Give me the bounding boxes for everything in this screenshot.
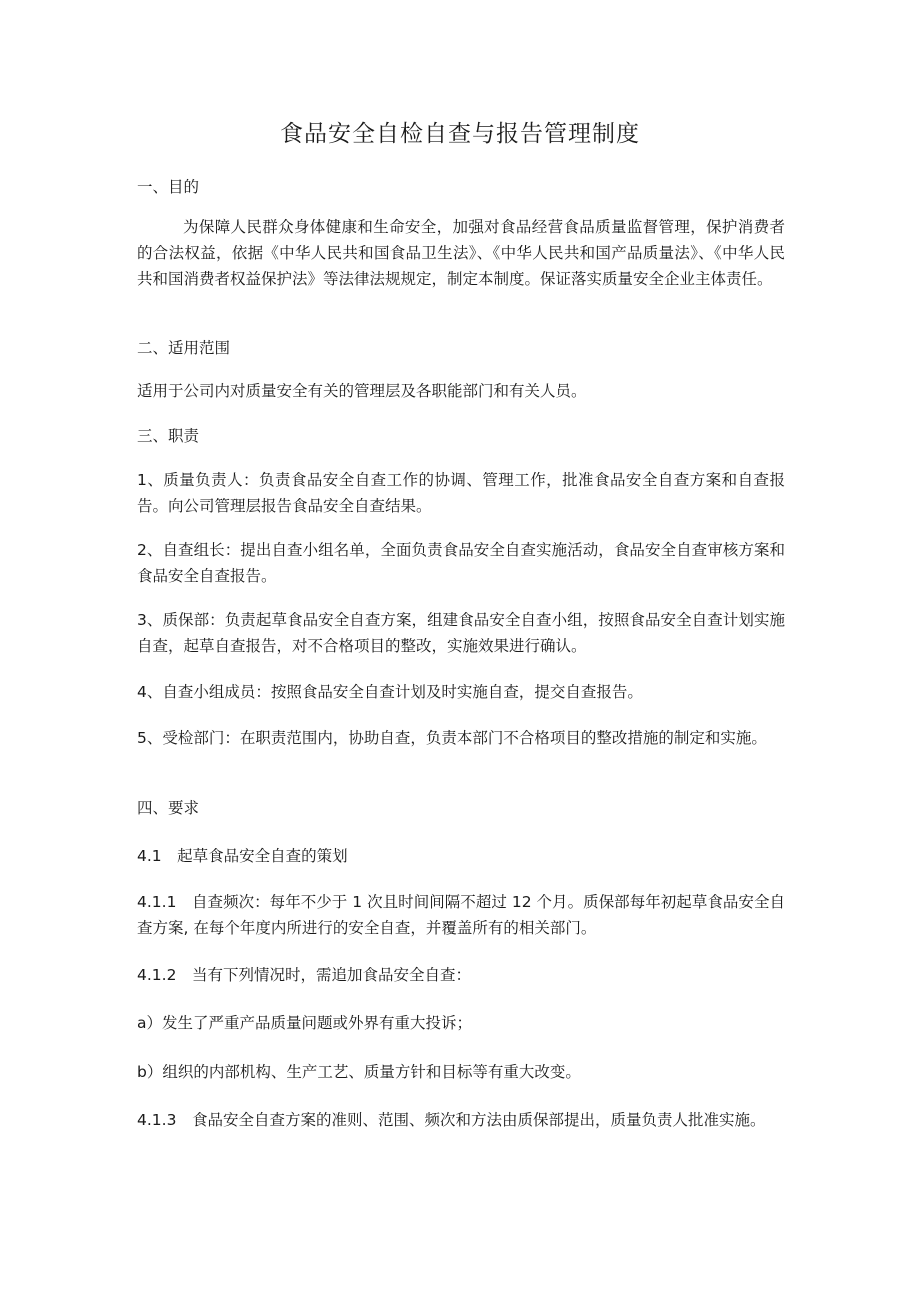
clause-4-1-1: 4.1.1 自查频次：每年不少于 1 次且时间间隔不超过 12 个月。质保部每年初起草食品安全自查方案, 在每个年度内所进行的安全自查，并覆盖所有的相关部门。 bbox=[137, 893, 785, 937]
clause-4-1-2: 4.1.2 当有下列情况时，需追加食品安全自查： bbox=[137, 966, 471, 984]
section-heading-requirements: 四、要求 bbox=[137, 799, 200, 817]
responsibility-item: 1、质量负责人：负责食品安全自查工作的协调、管理工作，批准食品安全自查方案和自查报告。向公司管理层报告食品安全自查结果。 bbox=[137, 471, 785, 515]
clause-4-1-3: 4.1.3 食品安全自查方案的准则、范围、频次和方法由质保部提出，质量负责人批准实施。 bbox=[137, 1111, 766, 1129]
responsibility-item: 4、自查小组成员：按照食品安全自查计划及时实施自查，提交自查报告。 bbox=[137, 683, 643, 701]
section-heading-responsibilities: 三、职责 bbox=[137, 427, 200, 445]
responsibility-item: 5、受检部门：在职责范围内，协助自查，负责本部门不合格项目的整改措施的制定和实施。 bbox=[137, 729, 767, 747]
responsibility-item: 2、自查组长：提出自查小组名单，全面负责食品安全自查实施活动，食品安全自查审核方案和食品安全自查报告。 bbox=[137, 541, 785, 585]
responsibility-item: 3、质保部：负责起草食品安全自查方案，组建食品安全自查小组，按照食品安全自查计划实施自查，起草自查报告，对不合格项目的整改，实施效果进行确认。 bbox=[137, 611, 785, 655]
subsection-heading-4-1: 4.1 起草食品安全自查的策划 bbox=[137, 847, 348, 865]
section-heading-purpose: 一、目的 bbox=[137, 178, 200, 196]
document-title: 食品安全自检自查与报告管理制度 bbox=[280, 121, 640, 147]
list-item-b: b）组织的内部机构、生产工艺、质量方针和目标等有重大改变。 bbox=[137, 1063, 581, 1081]
paragraph-purpose: 为保障人民群众身体健康和生命安全，加强对食品经营食品质量监督管理，保护消费者的合法权益，依据《中华人民共和国食品卫生法》、《中华人民共和国产品质量法》、《中华人民共和国消费者权益保护法》等法律法规规定，制定本制度。保证落实质量安全企业主体责任。 bbox=[137, 218, 785, 288]
paragraph-scope: 适用于公司内对质量安全有关的管理层及各职能部门和有关人员。 bbox=[137, 382, 587, 400]
list-item-a: a）发生了严重产品质量问题或外界有重大投诉； bbox=[137, 1014, 472, 1032]
section-heading-scope: 二、适用范围 bbox=[137, 339, 231, 357]
